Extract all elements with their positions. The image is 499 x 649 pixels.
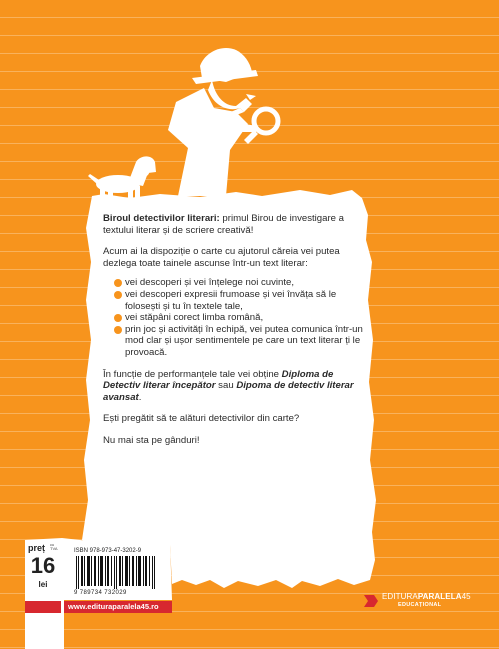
bullet-dot-icon [114, 314, 122, 322]
bullet-list [103, 277, 368, 358]
diploma-advanced: Dipoma de detectiv literar avansat [103, 380, 354, 403]
intro-bold: Biroul detectivilor literari: [103, 213, 220, 224]
publisher-arrow-icon [362, 592, 380, 610]
bullet-dot-icon [114, 326, 122, 334]
isbn-text: ISBN 978-973-47-3202-9 [74, 548, 142, 554]
isbn-block [72, 546, 166, 598]
closing-paragraph: Nu mai sta pe gânduri! [103, 434, 200, 446]
question-paragraph: Ești pregătit să te alături detectivilor din carte? [103, 413, 300, 425]
publisher-name: EDITURAPARALELA45 [382, 592, 471, 601]
isbn-digits: 9 789734 732029 [74, 590, 127, 596]
diploma-paragraph: În funcție de performanțele tale vei obține Diploma de Detectiv literar începător sau Dipoma de detectiv literar avansat. [103, 368, 354, 403]
price-tag [25, 540, 61, 602]
price-currency: lei [38, 580, 48, 589]
list-item: vei descoperi și vei înțelege noi cuvinte, [125, 277, 368, 289]
intro-rest: primul Birou de investigare a textului literar și de scriere creativă! [103, 213, 345, 236]
paragraph-two: Acum ai la dispoziție o carte cu ajutorul căreia vei putea dezlega toate tainele ascunse într-un text literar: [103, 246, 340, 269]
publisher-logo [362, 590, 492, 614]
description-text [103, 213, 368, 457]
red-bar-left [25, 601, 61, 613]
list-item: vei stăpâni corect limba română, [125, 312, 368, 324]
bullet-dot-icon [114, 279, 122, 287]
bullet-dot-icon [114, 291, 122, 299]
website-bar [64, 601, 172, 613]
intro-paragraph [103, 213, 368, 236]
price-label: preț [28, 543, 46, 553]
list-item: prin joc și activități în echipă, vei putea comunica într-un mod clar și ușor sentimentele pe care un text literar ți le provoacă. [125, 324, 368, 359]
website-link[interactable]: www.edituraparalela45.ro [68, 602, 159, 611]
detective-silhouette [168, 48, 278, 196]
list-item: vei descoperi expresii frumoase și vei învăța să le folosești și tu în textele tale, [125, 289, 368, 312]
price-value: 16 [30, 553, 56, 578]
publisher-division: EDUCAȚIONAL [398, 602, 442, 608]
price-vat-note: cu TVA [50, 542, 58, 551]
barcode-icon [74, 556, 164, 589]
dog-silhouette [88, 156, 156, 198]
diploma-beginner: Diploma de Detectiv literar începător [103, 368, 334, 392]
